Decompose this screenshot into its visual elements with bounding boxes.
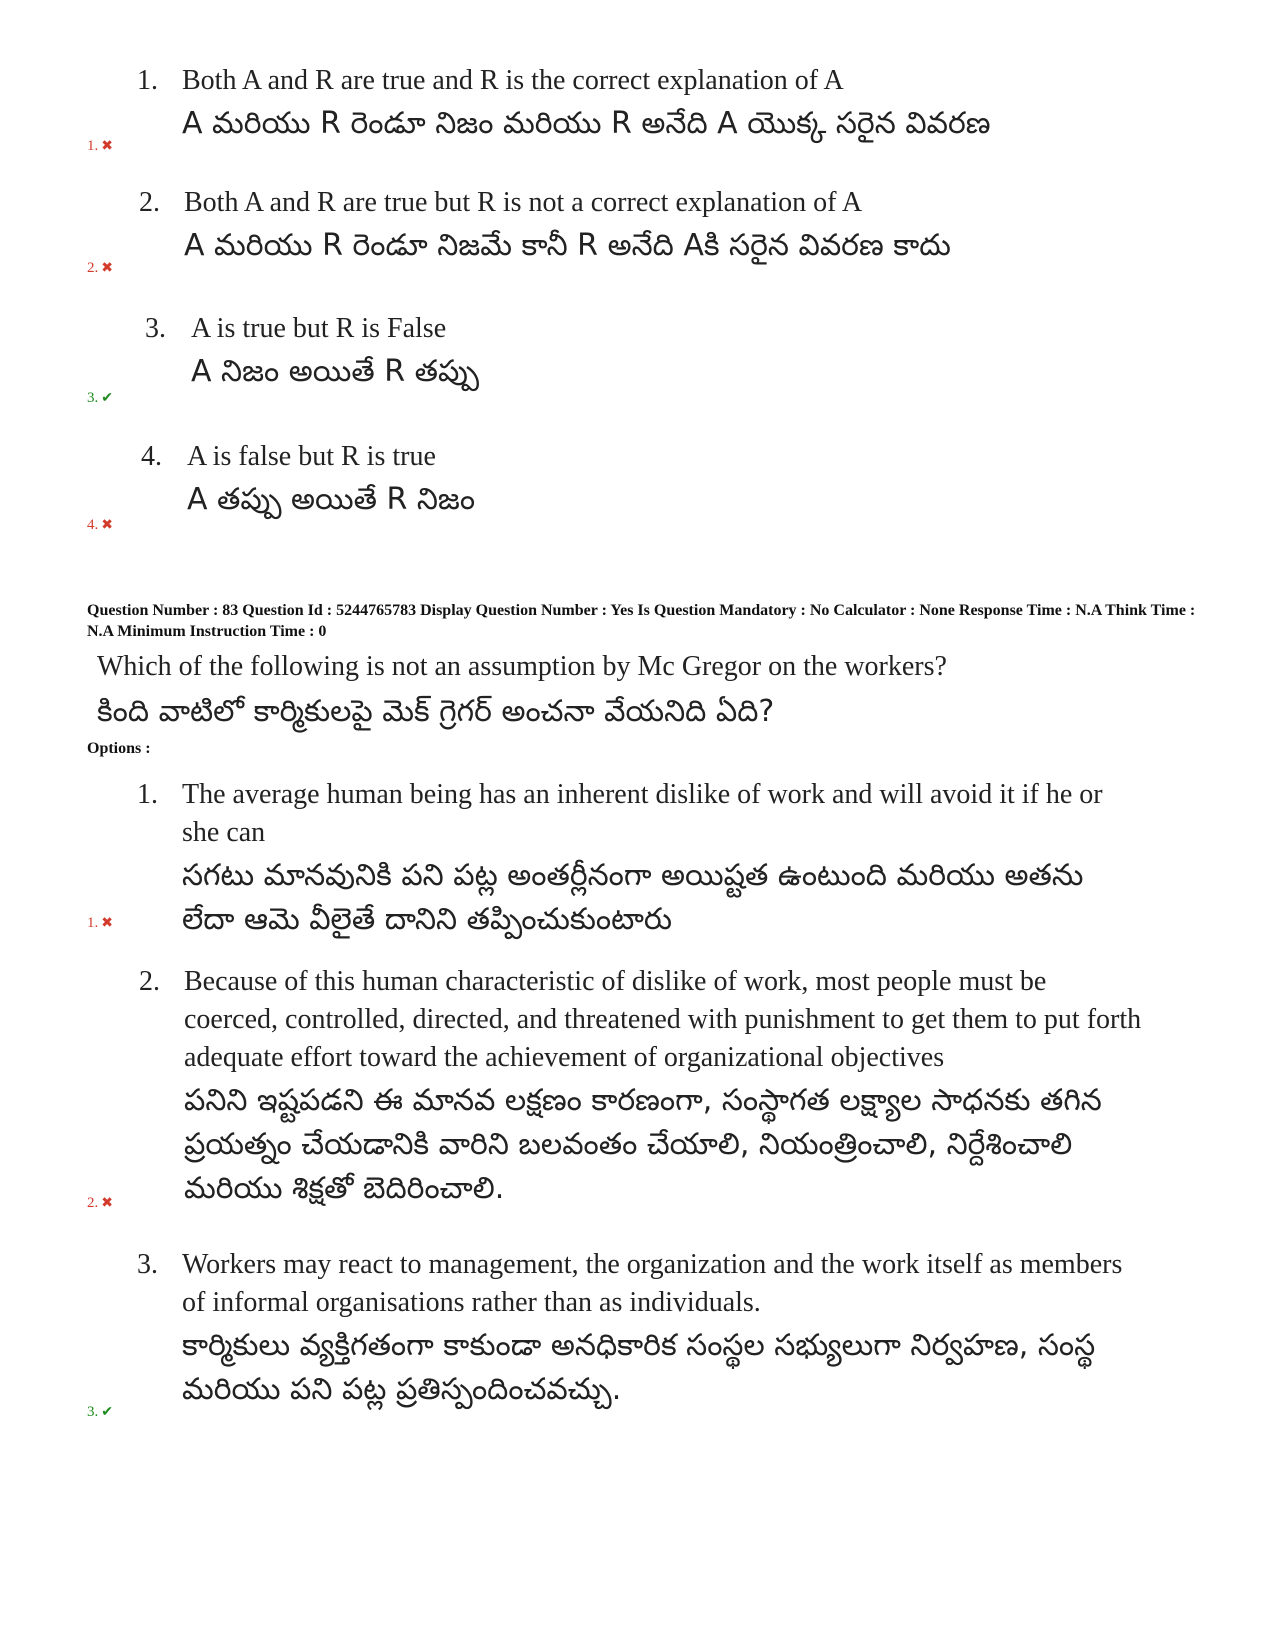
option-text [182,1246,1142,1412]
option-number: 4. [141,441,162,472]
checkmark-icon: ✔ [101,1405,113,1420]
cross-icon: ✖ [101,261,113,276]
option-english: Because of this human characteristic of dislike of work, most people must be coerced, controlled, directed, and threatened with punishment to get them to put forth adequate effort toward the achievement of organizational objectives [184,966,1142,1073]
question-meta: Question Number : 83 Question Id : 5244765783 Display Question Number : Yes Is Question Mandatory : No Calculator : None Response Time : N.A Think Time : N.A Minimum Instruction Time : 0 [87,602,1196,640]
cross-icon: ✖ [101,916,113,931]
option-number: 1. [137,779,158,810]
answer-mark [87,389,113,408]
question-telugu: కింది వాటిలో కార్మికులపై మెక్ గ్రెగర్ అంచనా వేయనిది ఏది? [97,694,775,729]
cross-icon: ✖ [101,139,113,154]
answer-mark [87,1403,113,1422]
option-telugu: A మరియు R రెండూ నిజం మరియు R అనేది A యొక్క సరైన వివరణ [182,106,991,141]
option-english: Both A and R are true and R is the correct explanation of A [182,65,844,96]
option-english: A is false but R is true [187,441,436,472]
option-english: Workers may react to management, the organization and the work itself as members of informal organisations rather than as individuals. [182,1249,1123,1318]
option-number: 2. [139,187,160,218]
options-label: Options : [87,740,151,757]
mark-label: 4. [87,517,99,533]
option-text [184,184,1144,268]
option-telugu: కార్మికులు వ్యక్తిగతంగా కాకుండా అనధికారిక సంస్థల సభ్యులుగా నిర్వహణ, సంస్థ మరియు పని పట్ల ప్రతిస్పందించవచ్చు. [182,1328,1096,1407]
mark-label: 1. [87,138,99,154]
answer-mark [87,259,113,278]
option-text [182,62,1142,146]
option-text [182,776,1142,942]
option-telugu: పనిని ఇష్టపడని ఈ మానవ లక్షణం కారణంగా, సంస్థాగత లక్ష్యాల సాధనకు తగిన ప్రయత్నం చేయడానికి వారిని బలవంతం చేయాలి, నియంత్రించాలి, నిర్దేశించాలి మరియు శిక్షతో బెదిరించాలి. [184,1083,1102,1206]
option-number: 3. [145,313,166,344]
cross-icon: ✖ [101,518,113,533]
mark-label: 2. [87,1195,99,1211]
checkmark-icon: ✔ [101,391,113,406]
answer-mark [87,1194,113,1213]
answer-mark [87,516,113,535]
option-english: A is true but R is False [191,313,447,344]
answer-mark [87,137,113,156]
option-number: 3. [137,1249,158,1280]
option-telugu: A నిజం అయితే R తప్పు [191,354,480,389]
cross-icon: ✖ [101,1196,113,1211]
option-telugu: A తప్పు అయితే R నిజం [187,482,476,517]
mark-label: 2. [87,260,99,276]
mark-label: 3. [87,1404,99,1420]
mark-label: 3. [87,390,99,406]
mark-label: 1. [87,915,99,931]
option-number: 2. [139,966,160,997]
option-text [191,310,1151,394]
question-english: Which of the following is not an assumption by Mc Gregor on the workers? [97,651,947,682]
option-text [184,963,1144,1211]
option-english: Both A and R are true but R is not a correct explanation of A [184,187,863,218]
option-telugu: సగటు మానవునికి పని పట్ల అంతర్లీనంగా అయిష్టత ఉంటుంది మరియు అతను లేదా ఆమె వీలైతే దానిని తప్పించుకుంటారు [182,858,1084,937]
option-english: The average human being has an inherent dislike of work and will avoid it if he or she can [182,779,1103,848]
answer-mark [87,914,113,933]
question-text [97,648,1197,734]
option-telugu: A మరియు R రెండూ నిజమే కానీ R అనేది Aకి సరైన వివరణ కాదు [184,228,951,263]
option-text [187,438,1147,522]
option-number: 1. [137,65,158,96]
